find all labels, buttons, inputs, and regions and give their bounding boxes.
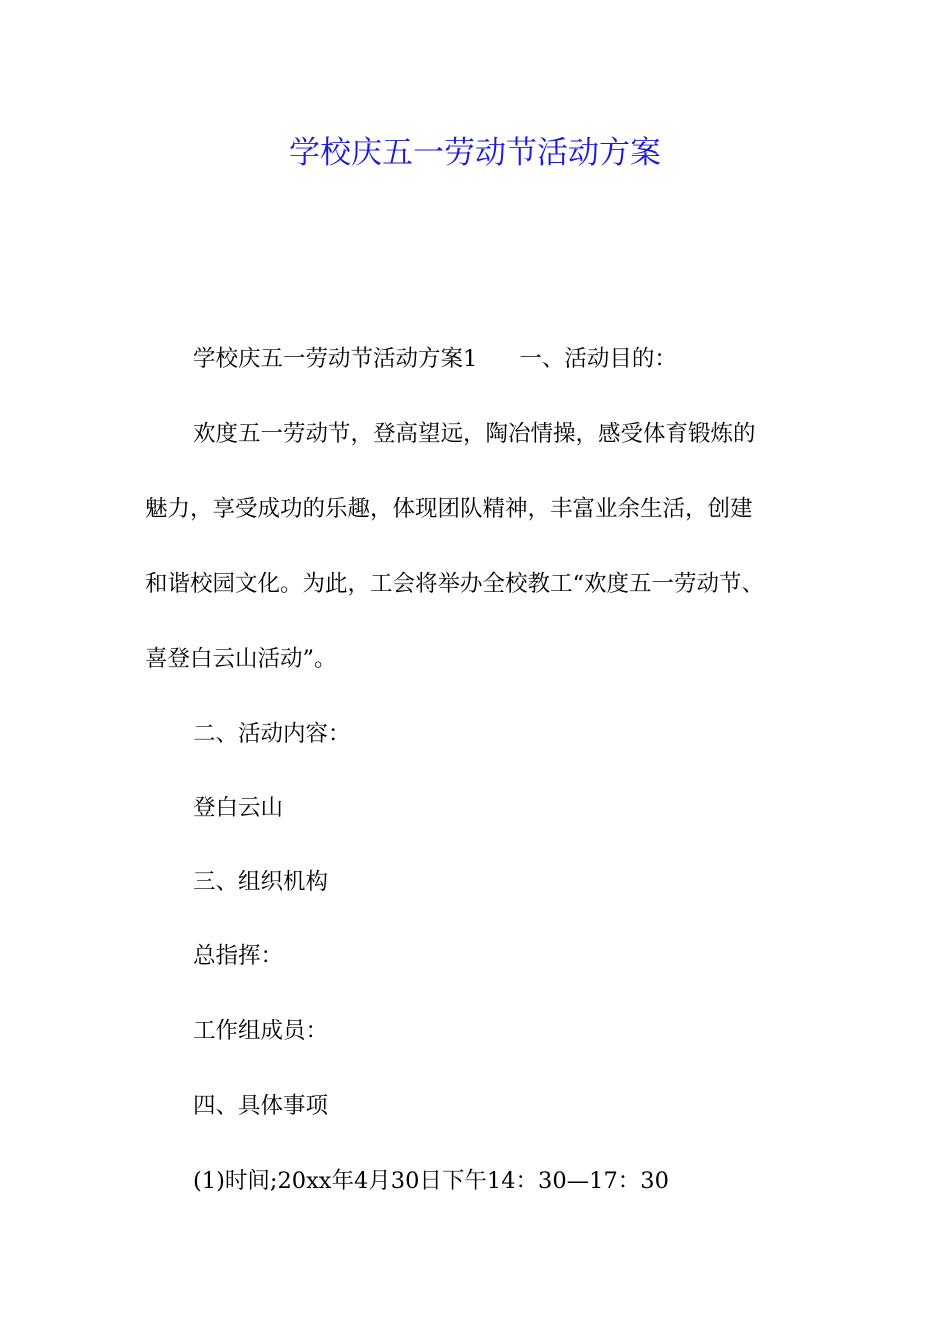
paragraph1-line-2: 魅力，享受成功的乐趣，体现团队精神，丰富业余生活，创建	[145, 496, 753, 522]
section3-heading: 三、组织机构	[193, 869, 329, 895]
members-label: 工作组成员：	[193, 1018, 329, 1044]
intro-heading: 学校庆五一劳动节活动方案1	[193, 346, 478, 372]
paragraph1-line-4: 喜登白云山活动”。	[145, 646, 337, 672]
section1-heading: 一、活动目的：	[519, 346, 677, 372]
intro-line	[193, 343, 873, 375]
item1-time: (1)时间;20xx年4月30日下午14：30—17：30	[193, 1168, 669, 1194]
paragraph1-line-1: 欢度五一劳动节，登高望远，陶冶情操，感受体育锻炼的	[193, 421, 756, 447]
section2-heading: 二、活动内容：	[193, 721, 351, 747]
section2-content: 登白云山	[193, 795, 284, 821]
document-title: 学校庆五一劳动节活动方案	[289, 135, 661, 171]
paragraph1-line-3: 和谐校园文化。为此，工会将举办全校教工“欢度五一劳动节、	[145, 571, 765, 597]
section4-heading: 四、具体事项	[193, 1093, 329, 1119]
commander-label: 总指挥：	[193, 943, 284, 969]
